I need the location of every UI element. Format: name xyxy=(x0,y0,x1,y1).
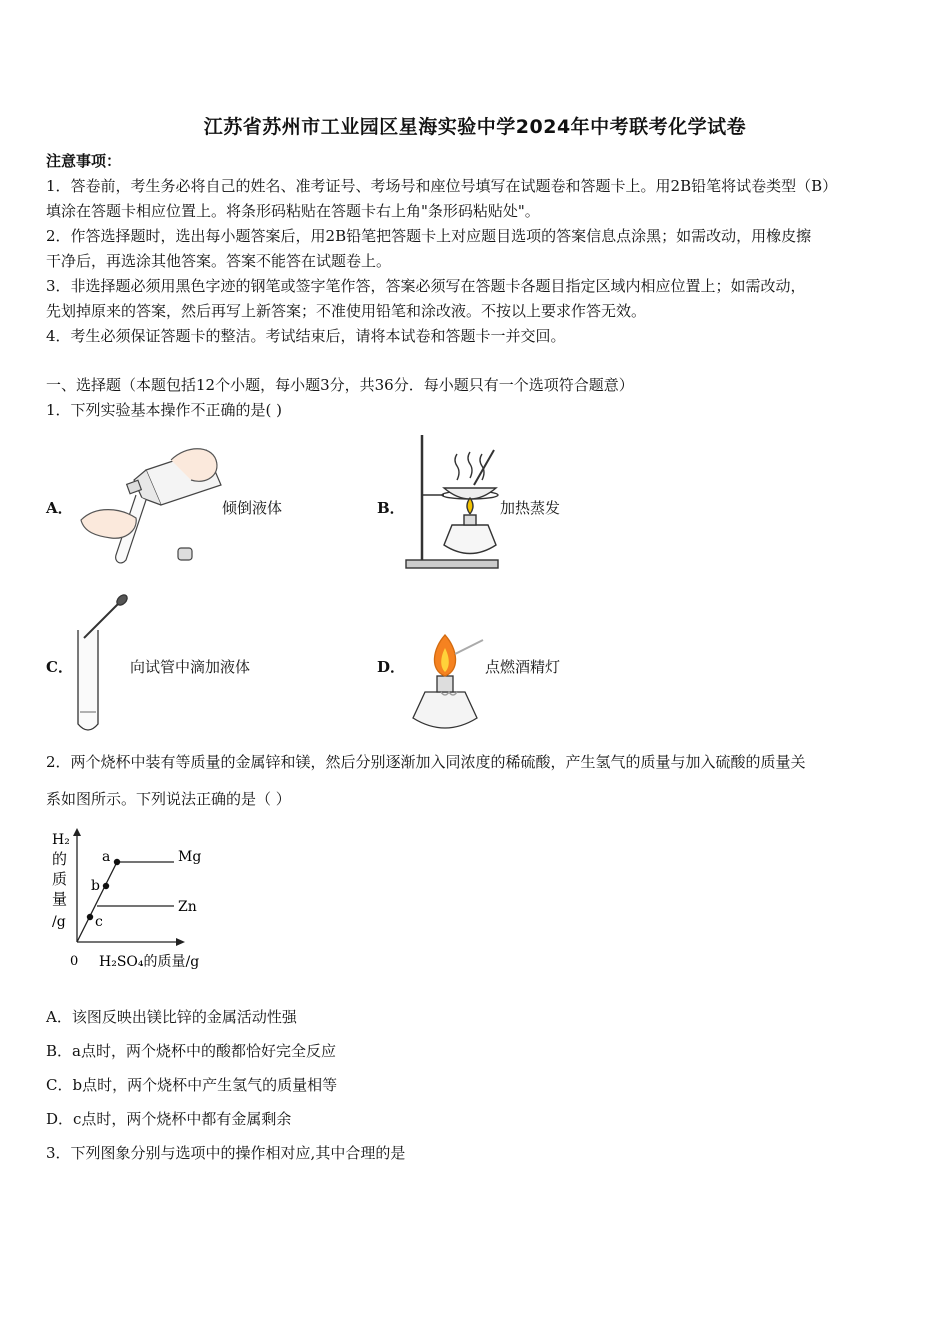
notice-line: 3．非选择题必须用黑色字迹的钢笔或签字笔作答，答案必须写在答题卡各题目指定区域内相应位置上；如需改动， xyxy=(46,277,806,295)
y-label-line: H₂ xyxy=(52,832,70,848)
y-label-line: /g xyxy=(52,914,66,930)
graph-x-arrow xyxy=(176,938,185,946)
question-2-option-a: A．该图反映出镁比锌的金属活动性强 xyxy=(46,1008,297,1026)
section-heading: 一、选择题（本题包括12个小题，每小题3分，共36分．每小题只有一个选项符合题意） xyxy=(46,376,634,394)
pouring-liquid-illustration xyxy=(76,440,226,570)
option-a-label: A． xyxy=(46,499,73,517)
question-2-option-d: D．c点时，两个烧杯中都有金属剩余 xyxy=(46,1110,292,1128)
question-3-stem: 3．下列图象分别与选项中的操作相对应,其中合理的是 xyxy=(46,1144,406,1162)
graph-origin: 0 xyxy=(70,954,79,969)
notice-line: 填涂在答题卡相应位置上。将条形码粘贴在答题卡右上角"条形码粘贴处"。 xyxy=(46,202,540,220)
point-a xyxy=(114,859,120,865)
question-2-stem-line-2: 系如图所示。下列说法正确的是（ ） xyxy=(46,790,291,808)
notice-line: 1．答卷前，考生务必将自己的姓名、准考证号、考场号和座位号填写在试题卷和答题卡上。用2B铅笔将试卷类型（B） xyxy=(46,177,838,195)
question-2-option-b: B．a点时，两个烧杯中的酸都恰好完全反应 xyxy=(46,1042,336,1060)
option-d-caption: 点燃酒精灯 xyxy=(485,658,561,676)
notice-line: 先划掉原来的答案，然后再写上新答案；不准使用铅笔和涂改液。不按以上要求作答无效。 xyxy=(46,302,647,320)
y-label-line: 量 xyxy=(52,890,68,908)
reaction-line xyxy=(77,862,117,942)
lighting-alcohol-lamp-illustration xyxy=(403,630,488,735)
y-label-line: 的 xyxy=(52,850,68,868)
question-1-stem: 1．下列实验基本操作不正确的是( ) xyxy=(46,401,283,419)
hydrogen-mass-graph xyxy=(44,826,224,976)
y-label-line: 质 xyxy=(52,870,68,888)
option-c-label: C． xyxy=(46,658,73,676)
question-2-stem-line-1: 2．两个烧杯中装有等质量的金属锌和镁，然后分别逐渐加入同浓度的稀硫酸，产生氢气的质量与加入硫酸的质量关 xyxy=(46,753,806,771)
x-axis-label: H₂SO₄的质量/g xyxy=(99,954,200,970)
option-b-label: B． xyxy=(377,499,405,517)
option-c-caption: 向试管中滴加液体 xyxy=(130,658,251,676)
graph-y-arrow xyxy=(73,828,81,836)
notice-heading: 注意事项： xyxy=(46,152,122,170)
option-a-caption: 倾倒液体 xyxy=(222,499,283,517)
point-c xyxy=(87,914,93,920)
option-d-label: D． xyxy=(377,658,406,676)
option-b-caption: 加热蒸发 xyxy=(500,499,561,517)
series-label-zn: Zn xyxy=(178,899,197,915)
question-2-option-c: C．b点时，两个烧杯中产生氢气的质量相等 xyxy=(46,1076,338,1094)
point-label-a: a xyxy=(102,849,111,865)
point-label-b: b xyxy=(91,878,100,894)
notice-line: 干净后，再选涂其他答案。答案不能答在试题卷上。 xyxy=(46,252,392,270)
notice-line: 4．考生必须保证答题卡的整洁。考试结束后，请将本试卷和答题卡一并交回。 xyxy=(46,327,566,345)
dropper-test-tube-illustration xyxy=(70,590,134,736)
point-label-c: c xyxy=(95,914,103,930)
notice-line: 2．作答选择题时，选出每小题答案后，用2B铅笔把答题卡上对应题目选项的答案信息点涂黑；如需改动，用橡皮擦 xyxy=(46,227,812,245)
point-b xyxy=(103,883,109,889)
series-label-mg: Mg xyxy=(178,849,202,865)
page-title: 江苏省苏州市工业园区星海实验中学2024年中考联考化学试卷 xyxy=(203,116,747,138)
evaporation-apparatus-illustration xyxy=(402,430,502,572)
